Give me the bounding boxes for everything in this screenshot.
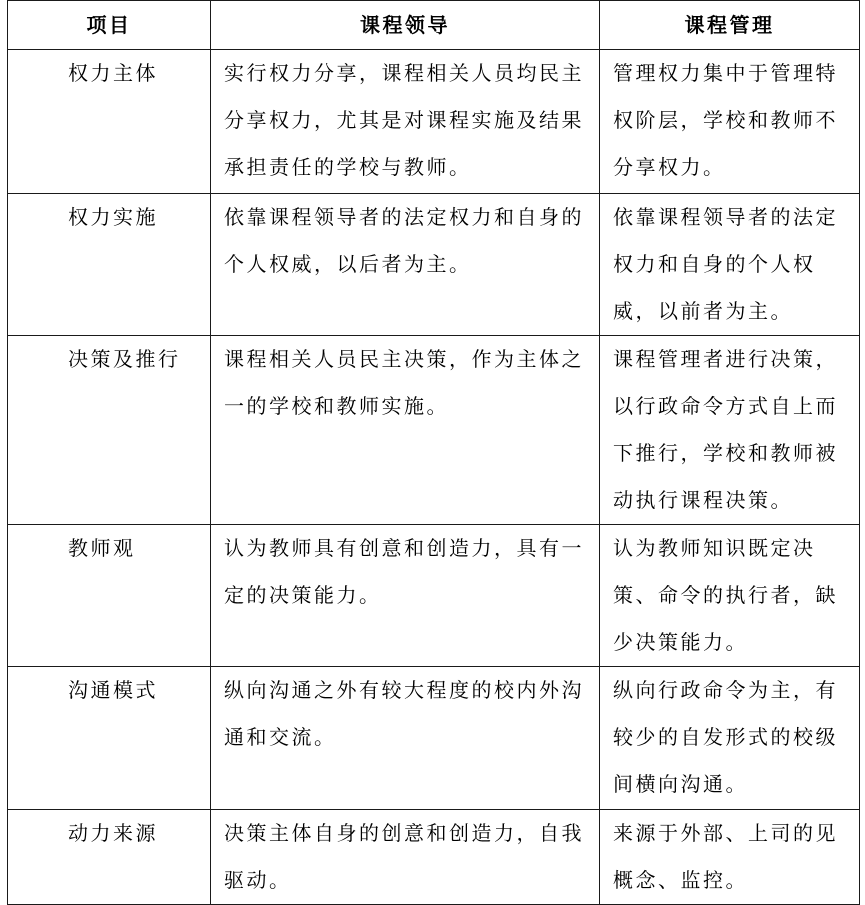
table-row bbox=[8, 194, 860, 336]
row-management: 认为教师知识既定决策、命令的执行者，缺少决策能力。 bbox=[600, 525, 860, 667]
table-row bbox=[8, 525, 860, 667]
row-leadership: 实行权力分享，课程相关人员均民主分享权力，尤其是对课程实施及结果承担责任的学校与教师。 bbox=[211, 50, 600, 194]
header-management: 课程管理 bbox=[600, 1, 860, 50]
row-leadership: 纵向沟通之外有较大程度的校内外沟通和交流。 bbox=[211, 667, 600, 810]
header-leadership: 课程领导 bbox=[211, 1, 600, 50]
table-row bbox=[8, 336, 860, 525]
header-item: 项目 bbox=[8, 1, 211, 50]
row-leadership: 认为教师具有创意和创造力，具有一定的决策能力。 bbox=[211, 525, 600, 667]
row-item: 权力主体 bbox=[8, 50, 211, 194]
table-row bbox=[8, 810, 860, 905]
row-management: 依靠课程领导者的法定权力和自身的个人权威，以前者为主。 bbox=[600, 194, 860, 336]
row-management: 管理权力集中于管理特权阶层，学校和教师不分享权力。 bbox=[600, 50, 860, 194]
row-item: 教师观 bbox=[8, 525, 211, 667]
row-item: 权力实施 bbox=[8, 194, 211, 336]
row-management: 纵向行政命令为主，有较少的自发形式的校级间横向沟通。 bbox=[600, 667, 860, 810]
header-row bbox=[8, 1, 860, 50]
comparison-table bbox=[7, 0, 860, 905]
table-row bbox=[8, 667, 860, 810]
table-row bbox=[8, 50, 860, 194]
row-leadership: 决策主体自身的创意和创造力，自我驱动。 bbox=[211, 810, 600, 905]
row-management: 来源于外部、上司的见概念、监控。 bbox=[600, 810, 860, 905]
row-item: 决策及推行 bbox=[8, 336, 211, 525]
row-leadership: 依靠课程领导者的法定权力和自身的个人权威，以后者为主。 bbox=[211, 194, 600, 336]
row-management: 课程管理者进行决策，以行政命令方式自上而下推行，学校和教师被动执行课程决策。 bbox=[600, 336, 860, 525]
row-item: 动力来源 bbox=[8, 810, 211, 905]
row-leadership: 课程相关人员民主决策，作为主体之一的学校和教师实施。 bbox=[211, 336, 600, 525]
row-item: 沟通模式 bbox=[8, 667, 211, 810]
